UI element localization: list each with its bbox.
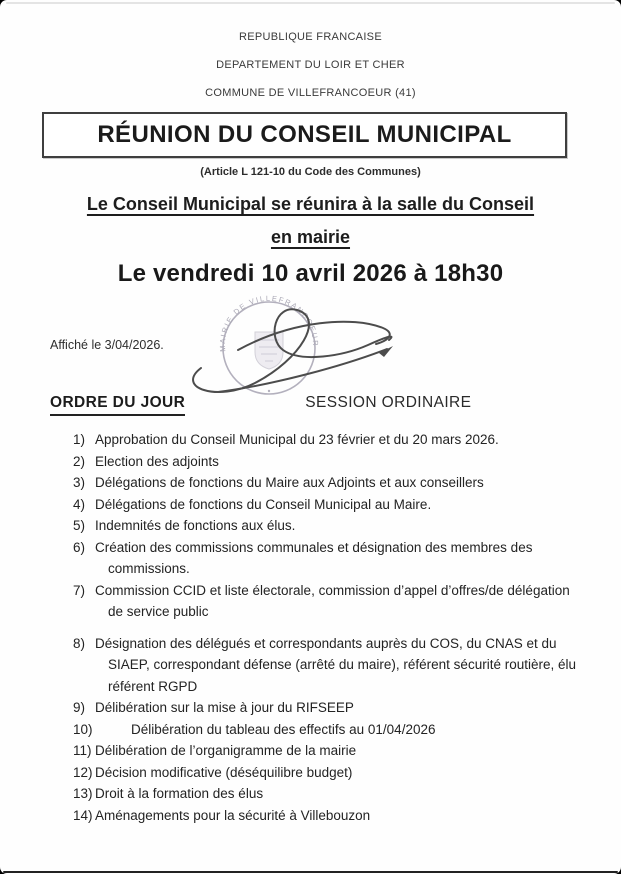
item-text: Désignation des délégués et correspondants auprès du COS, du CNAS et du SIAEP, correspondant défense (arrêté du maire), référent sécurité routière, élu référent RGPD <box>95 635 576 694</box>
page-title: RÉUNION DU CONSEIL MUNICIPAL <box>97 121 512 148</box>
agenda-heading: ORDRE DU JOUR <box>50 394 185 416</box>
item-number: 12) <box>73 764 93 780</box>
item-text: Délégations de fonctions du Maire aux Adjoints et aux conseillers <box>95 475 484 490</box>
round-stamp-icon <box>218 294 320 394</box>
agenda-item <box>73 719 579 741</box>
agenda-item <box>73 494 579 516</box>
item-number: 2) <box>73 453 86 469</box>
meeting-datetime: Le vendredi 10 avril 2026 à 18h30 <box>117 260 504 287</box>
title-box <box>42 112 567 158</box>
agenda-item <box>73 697 579 719</box>
item-text: Indemnités de fonctions aux élus. <box>95 518 296 533</box>
agenda-item <box>73 537 579 580</box>
item-text: Délibération du tableau des effectifs au 01/04/2026 <box>131 721 436 737</box>
agenda-item <box>73 740 579 762</box>
header-line-commune: COMMUNE DE VILLEFRANCOEUR (41) <box>205 87 416 99</box>
meeting-location-line2: en mairie <box>270 227 351 247</box>
header-line-department: DEPARTEMENT DU LOIR ET CHER <box>216 59 405 71</box>
meeting-location-line1: Le Conseil Municipal se réunira à la salle du Conseil <box>86 194 535 214</box>
article-reference: (Article L 121-10 du Code des Communes) <box>200 166 421 178</box>
stamp-and-signature <box>183 290 403 395</box>
agenda-item <box>73 429 579 451</box>
agenda-list <box>73 429 579 826</box>
agenda-item <box>73 451 579 473</box>
session-type-label: SESSION ORDINAIRE <box>305 394 472 411</box>
item-number: 14) <box>73 807 93 823</box>
item-text: Droit à la formation des élus <box>95 786 264 801</box>
item-text: Election des adjoints <box>95 453 219 469</box>
item-number: 8) <box>73 635 86 651</box>
document-header <box>0 31 621 115</box>
scan-bottom-edge <box>3 871 618 873</box>
item-text: Délibération de l’organigramme de la mairie <box>95 743 357 758</box>
item-number: 13) <box>73 786 93 801</box>
item-number: 4) <box>73 496 86 512</box>
item-number: 11) <box>73 743 92 758</box>
agenda-item <box>73 633 579 698</box>
item-text: Délibération sur la mise à jour du RIFSEEP <box>95 700 354 715</box>
agenda-item <box>73 783 579 805</box>
header-line-republic: REPUBLIQUE FRANCAISE <box>239 31 382 43</box>
stamp-text: MAIRIE DE VILLEFRANCOEUR <box>217 293 321 353</box>
item-number: 3) <box>73 475 86 490</box>
agenda-item <box>73 762 579 784</box>
item-text: Aménagements pour la sécurité à Villebouzon <box>95 807 371 823</box>
agenda-item <box>73 805 579 827</box>
item-text: Création des commissions communales et désignation des membres des commissions. <box>95 539 533 576</box>
item-text: Décision modificative (déséquilibre budget) <box>95 764 353 780</box>
item-text: Approbation du Conseil Municipal du 23 février et du 20 mars 2026. <box>95 432 499 447</box>
item-number: 7) <box>73 582 86 598</box>
item-text: Délégations de fonctions du Conseil Municipal au Maire. <box>95 496 432 512</box>
agenda-heading-row <box>50 394 471 416</box>
agenda-item <box>73 580 579 623</box>
agenda-item <box>73 472 579 494</box>
item-number: 10) <box>73 721 93 737</box>
posted-date-note: Affiché le 3/04/2026. <box>50 338 164 352</box>
item-number: 5) <box>73 518 86 533</box>
item-number: 6) <box>73 539 86 555</box>
agenda-item <box>73 515 579 537</box>
item-text: Commission CCID et liste électorale, commission d’appel d’offres/de délégation de service public <box>95 582 570 619</box>
item-number: 1) <box>73 432 86 447</box>
scan-top-edge <box>6 2 615 4</box>
item-number: 9) <box>73 700 86 715</box>
